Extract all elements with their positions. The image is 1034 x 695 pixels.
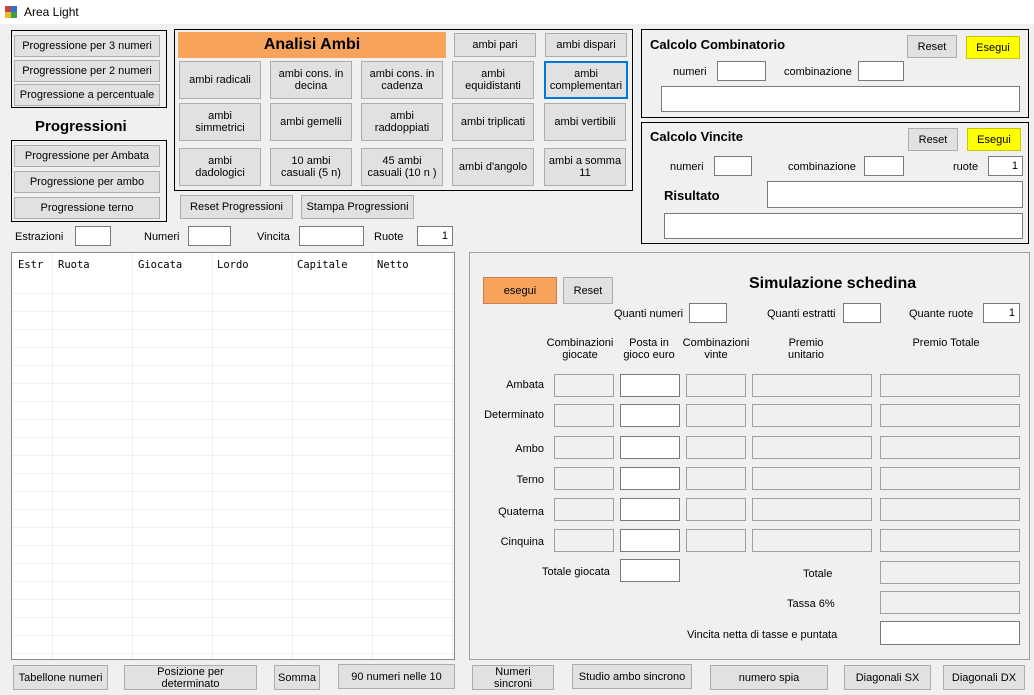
vincite-combinazione-input[interactable] [864,156,904,176]
progressione-percentuale-button[interactable]: Progressione a percentuale [14,84,160,106]
ambata-premio-totale-field [880,374,1020,397]
ambi-dispari-button[interactable]: ambi dispari [545,33,627,57]
row-label-determinato: Determinato [484,409,544,421]
totale-giocata-label: Totale giocata [542,566,610,578]
diagonali-dx-button[interactable]: Diagonali DX [943,665,1025,690]
calcolo-vincite-title: Calcolo Vincite [650,129,743,144]
determinato-posta-input[interactable] [620,404,680,427]
vincita-netta-field[interactable] [880,621,1020,645]
ambo-posta-input[interactable] [620,436,680,459]
grid-line [12,599,454,600]
simulazione-esegui-button[interactable]: esegui [483,277,557,304]
grid-line [12,527,454,528]
column-capitale[interactable]: Capitale [297,259,348,271]
somma-button[interactable]: Somma [274,665,320,690]
grid-line [12,581,454,582]
ambi-pari-button[interactable]: ambi pari [454,33,536,57]
column-netto[interactable]: Netto [377,259,409,271]
ambi-cons-cadenza-button[interactable]: ambi cons. in cadenza [361,61,443,99]
risultato-label: Risultato [664,188,720,203]
ambi-raddoppiati-button[interactable]: ambi raddoppiati [361,103,443,141]
vincite-numeri-input[interactable] [714,156,752,176]
vincite-esegui-button[interactable]: Esegui [967,128,1021,151]
terno-combinazioni-field [554,467,614,490]
progressione-ambata-button[interactable]: Progressione per Ambata [14,145,160,167]
grid-line [12,383,454,384]
ambata-vinte-field [686,374,746,397]
combinatorio-esegui-button[interactable]: Esegui [966,36,1020,59]
combinatorio-numeri-input[interactable] [717,61,766,81]
numeri-input[interactable] [188,226,231,246]
quanti-estratti-input[interactable] [843,303,881,323]
quanti-estratti-label: Quanti estratti [767,308,836,320]
analisi-ambi-title: Analisi Ambi [178,32,446,58]
simulazione-title: Simulazione schedina [749,275,917,292]
title-bar [0,0,1034,24]
grid-line [12,653,454,654]
determinato-premio-totale-field [880,404,1020,427]
ambi-somma-11-button[interactable]: ambi a somma 11 [544,148,626,186]
row-label-ambo: Ambo [515,443,544,455]
grid-line [12,635,454,636]
quante-ruote-input[interactable]: 1 [983,303,1020,323]
ambi-vertibili-button[interactable]: ambi vertibili [544,103,626,141]
row-label-terno: Terno [516,474,544,486]
grid-line [12,329,454,330]
ambi-cons-decina-button[interactable]: ambi cons. in decina [270,61,352,99]
window-title: Area Light [24,5,79,19]
totale-giocata-field[interactable] [620,559,680,582]
progressioni-title: Progressioni [35,118,127,135]
cinquina-vinte-field [686,529,746,552]
vincite-ruote-label: ruote [953,161,979,173]
estrazioni-input[interactable] [75,226,111,246]
column-lordo[interactable]: Lordo [217,259,249,271]
header-premio-totale: Premio Totale [912,337,980,349]
grid-line [12,473,454,474]
numeri-label: Numeri [144,231,180,243]
grid-line [12,491,454,492]
vincite-ruote-input[interactable]: 1 [988,156,1023,176]
90-numeri-button[interactable]: 90 numeri nelle 10 [338,664,455,689]
quaterna-premio-unitario-field [752,498,872,521]
grid-line [12,563,454,564]
simulazione-reset-button[interactable]: Reset [563,277,613,304]
grid-line [12,347,454,348]
vincita-netta-label: Vincita netta di tasse e puntata [687,629,838,641]
studio-ambo-sincrono-button[interactable]: Studio ambo sincrono [572,664,692,689]
ambo-combinazioni-field [554,436,614,459]
diagonali-sx-button[interactable]: Diagonali SX [844,665,931,690]
vincite-combinazione-label: combinazione [788,161,856,173]
ruote-input[interactable]: 1 [417,226,453,246]
ambi-dadologici-button[interactable]: ambi dadologici [179,148,261,186]
terno-posta-input[interactable] [620,467,680,490]
numero-spia-button[interactable]: numero spia [710,665,828,690]
vincite-reset-button[interactable]: Reset [908,128,958,151]
progressione-terno-button[interactable]: Progressione terno [14,197,160,219]
grid-line [12,401,454,402]
calcolo-combinatorio-title: Calcolo Combinatorio [650,37,786,52]
tabellone-numeri-button[interactable]: Tabellone numeri [13,665,108,690]
ambi-simmetrici-button[interactable]: ambi simmetrici [179,103,261,141]
row-label-cinquina: Cinquina [500,536,544,548]
quanti-numeri-label: Quanti numeri [614,308,684,320]
header-combinazioni-vinte: Combinazioni vinte [682,337,750,361]
tassa-field [880,591,1020,614]
cinquina-combinazioni-field [554,529,614,552]
ambi-casuali-5-button[interactable]: 10 ambi casuali (5 n) [270,148,352,186]
combinatorio-combinazione-input[interactable] [858,61,904,81]
stampa-progressioni-button[interactable]: Stampa Progressioni [301,195,414,219]
grid-line [12,455,454,456]
vincite-result-field[interactable] [664,213,1023,239]
ambi-angolo-button[interactable]: ambi d'angolo [452,148,534,186]
ambata-premio-unitario-field [752,374,872,397]
ambi-casuali-10-button[interactable]: 45 ambi casuali (10 n ) [361,148,443,186]
grid-line [12,365,454,366]
quaterna-posta-input[interactable] [620,498,680,521]
grid-line [12,617,454,618]
progressione-ambo-button[interactable]: Progressione per ambo [14,171,160,193]
vincite-numeri-label: numeri [670,161,704,173]
quaterna-premio-totale-field [880,498,1020,521]
column-giocata[interactable]: Giocata [138,259,183,271]
combinatorio-result-field[interactable] [661,86,1020,112]
quante-ruote-label: Quante ruote [909,308,974,320]
quaterna-combinazioni-field [554,498,614,521]
grid-line [12,437,454,438]
grid-line [12,509,454,510]
header-posta-gioco: Posta in gioco euro [623,337,675,361]
column-ruota[interactable]: Ruota [58,259,90,271]
ambo-premio-unitario-field [752,436,872,459]
quaterna-vinte-field [686,498,746,521]
combinatorio-reset-button[interactable]: Reset [907,35,957,58]
risultato-field[interactable] [767,181,1023,208]
determinato-vinte-field [686,404,746,427]
numeri-sincroni-button[interactable]: Numeri sincroni [472,665,554,690]
app-icon [4,5,18,19]
cinquina-posta-input[interactable] [620,529,680,552]
row-label-ambata: Ambata [506,379,544,391]
determinato-premio-unitario-field [752,404,872,427]
header-combinazioni-giocate: Combinazioni giocate [546,337,614,361]
cinquina-premio-totale-field [880,529,1020,552]
ambi-triplicati-button[interactable]: ambi triplicati [452,103,534,141]
determinato-combinazioni-field [554,404,614,427]
ambi-equidistanti-button[interactable]: ambi equidistanti [452,61,534,99]
ambo-vinte-field [686,436,746,459]
grid-line [12,311,454,312]
estrazioni-label: Estrazioni [15,231,64,243]
header-premio-unitario: Premio unitario [787,337,825,361]
vincita-input[interactable] [299,226,364,246]
reset-progressioni-button[interactable]: Reset Progressioni [180,195,293,219]
table-header [12,253,454,275]
ambo-premio-totale-field [880,436,1020,459]
grid-line [12,545,454,546]
combinatorio-combinazione-label: combinazione [784,66,852,78]
grid-line [12,419,454,420]
combinatorio-numeri-label: numeri [673,66,707,78]
row-label-quaterna: Quaterna [498,506,544,518]
ambi-radicali-button[interactable]: ambi radicali [179,61,261,99]
column-estr[interactable]: Estr [18,259,44,271]
ambata-posta-input[interactable] [620,374,680,397]
progression-table[interactable] [11,252,455,660]
totale-label: Totale [803,568,833,580]
progressione-2-numeri-button[interactable]: Progressione per 2 numeri [14,60,160,82]
ruote-label: Ruote [374,231,404,243]
ambata-combinazioni-field [554,374,614,397]
ambi-gemelli-button[interactable]: ambi gemelli [270,103,352,141]
quanti-numeri-input[interactable] [689,303,727,323]
terno-premio-totale-field [880,467,1020,490]
ambi-complementari-button[interactable]: ambi complementari [544,61,628,99]
tassa-label: Tassa 6% [787,598,835,610]
posizione-determinato-button[interactable]: Posizione per determinato [124,665,257,690]
grid-line [12,293,454,294]
terno-vinte-field [686,467,746,490]
progressione-3-numeri-button[interactable]: Progressione per 3 numeri [14,35,160,57]
cinquina-premio-unitario-field [752,529,872,552]
terno-premio-unitario-field [752,467,872,490]
vincita-label: Vincita [257,231,290,243]
totale-field [880,561,1020,584]
